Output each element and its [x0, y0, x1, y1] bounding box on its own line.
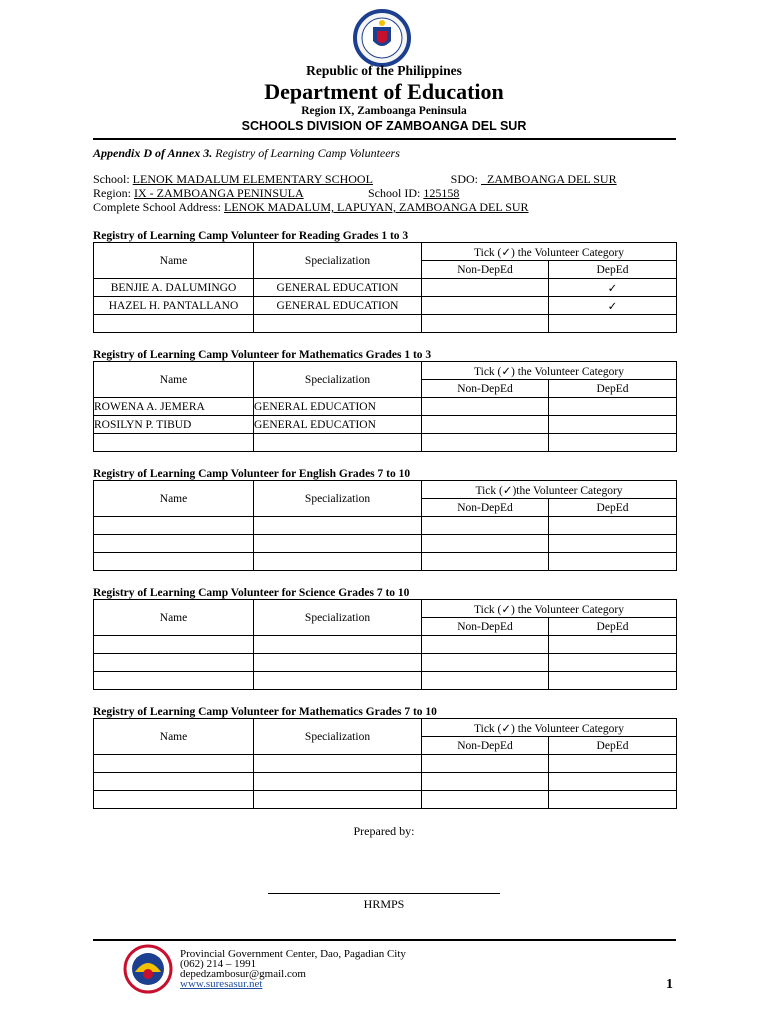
footer-address: Provincial Government Center, Dao, Pagadian City: [180, 948, 406, 960]
column-header-non-deped: Non-DepEd: [422, 380, 549, 398]
footer-email: depedzambosur@gmail.com: [180, 968, 306, 980]
table-row: [94, 535, 677, 553]
column-header-deped: DepEd: [549, 499, 677, 517]
signature-line: [268, 893, 500, 894]
table-row: [94, 654, 677, 672]
column-header-deped: DepEd: [549, 737, 677, 755]
section-title: Registry of Learning Camp Volunteer for Mathematics Grades 1 to 3: [93, 349, 432, 361]
signatory-role: HRMPS: [363, 897, 405, 911]
registry-table: [93, 242, 677, 333]
deped-tick-cell[interactable]: [549, 755, 677, 773]
deped-tick-cell[interactable]: [549, 791, 677, 809]
header-divider: [93, 138, 676, 140]
division-seal-icon: [121, 944, 175, 994]
prepared-by-label: Prepared by:: [353, 824, 415, 838]
specialization-cell: [254, 553, 422, 571]
section-title: Registry of Learning Camp Volunteer for English Grades 7 to 10: [93, 468, 411, 480]
column-header-specialization: Specialization: [254, 481, 422, 517]
deped-tick-cell[interactable]: [549, 398, 677, 416]
table-row: [94, 672, 677, 690]
column-header-deped: DepEd: [549, 618, 677, 636]
table-row: [94, 755, 677, 773]
column-header-tick: Tick (✓) the Volunteer Category: [422, 362, 677, 380]
table-row: [94, 773, 677, 791]
region-field: IX - ZAMBOANGA PENINSULA: [134, 186, 304, 200]
deped-tick-cell[interactable]: [549, 672, 677, 690]
appendix-title: [93, 146, 400, 161]
column-header-non-deped: Non-DepEd: [422, 499, 549, 517]
footer-phone: (062) 214 – 1991: [180, 958, 257, 970]
footer-divider: [93, 939, 676, 941]
table-row: [94, 315, 677, 333]
specialization-cell: [254, 535, 422, 553]
column-header-non-deped: Non-DepEd: [422, 737, 549, 755]
address-field: LENOK MADALUM, LAPUYAN, ZAMBOANGA DEL SUR: [224, 200, 529, 214]
non-deped-tick-cell[interactable]: [422, 279, 549, 297]
sdo-field: ZAMBOANGA DEL SUR: [487, 172, 617, 186]
specialization-cell: GENERAL EDUCATION: [254, 416, 422, 434]
non-deped-tick-cell[interactable]: [422, 535, 549, 553]
name-cell: BENJIE A. DALUMINGO: [94, 279, 254, 297]
name-cell: [94, 553, 254, 571]
table-row: [94, 636, 677, 654]
column-header-specialization: Specialization: [254, 243, 422, 279]
table-row: [94, 398, 677, 416]
region-heading: Region IX, Zamboanga Peninsula: [301, 105, 467, 117]
table-row: [94, 553, 677, 571]
non-deped-tick-cell[interactable]: [422, 672, 549, 690]
specialization-cell: [254, 654, 422, 672]
table-row: [94, 297, 677, 315]
column-header-specialization: Specialization: [254, 362, 422, 398]
specialization-cell: [254, 636, 422, 654]
name-cell: [94, 636, 254, 654]
column-header-name: Name: [94, 600, 254, 636]
specialization-cell: [254, 672, 422, 690]
registry-table: [93, 718, 677, 809]
deped-tick-cell[interactable]: ✓: [549, 297, 677, 315]
deped-tick-cell[interactable]: [549, 517, 677, 535]
column-header-non-deped: Non-DepEd: [422, 618, 549, 636]
specialization-cell: [254, 315, 422, 333]
non-deped-tick-cell[interactable]: [422, 315, 549, 333]
specialization-cell: GENERAL EDUCATION: [254, 279, 422, 297]
non-deped-tick-cell[interactable]: [422, 517, 549, 535]
name-cell: ROSILYN P. TIBUD: [94, 416, 254, 434]
column-header-name: Name: [94, 362, 254, 398]
school-name-field: LENOK MADALUM ELEMENTARY SCHOOL: [132, 172, 373, 186]
column-header-name: Name: [94, 243, 254, 279]
department-heading: Department of Education: [264, 79, 504, 104]
school-id-field: 125158: [423, 186, 460, 200]
deped-tick-cell[interactable]: [549, 553, 677, 571]
non-deped-tick-cell[interactable]: [422, 755, 549, 773]
non-deped-tick-cell[interactable]: [422, 773, 549, 791]
name-cell: ROWENA A. JEMERA: [94, 398, 254, 416]
name-cell: [94, 434, 254, 452]
section-title: Registry of Learning Camp Volunteer for Mathematics Grades 7 to 10: [93, 706, 437, 718]
column-header-deped: DepEd: [549, 261, 677, 279]
registry-table: [93, 599, 677, 690]
deped-tick-cell[interactable]: [549, 535, 677, 553]
address-line: Complete School Address: LENOK MADALUM, LAPUYAN, ZAMBOANGA DEL SUR: [93, 200, 529, 214]
deped-tick-cell[interactable]: [549, 654, 677, 672]
name-cell: HAZEL H. PANTALLANO: [94, 297, 254, 315]
school-line: School: LENOK MADALUM ELEMENTARY SCHOOL SDO: ZAMBOANGA DEL SUR: [93, 172, 617, 186]
non-deped-tick-cell[interactable]: [422, 636, 549, 654]
section-title: Registry of Learning Camp Volunteer for Science Grades 7 to 10: [93, 587, 410, 599]
name-cell: [94, 791, 254, 809]
column-header-tick: Tick (✓) the Volunteer Category: [422, 719, 677, 737]
specialization-cell: [254, 755, 422, 773]
non-deped-tick-cell[interactable]: [422, 434, 549, 452]
registry-table: [93, 361, 677, 452]
appendix-name: Registry of Learning Camp Volunteers: [215, 146, 400, 160]
non-deped-tick-cell[interactable]: [422, 654, 549, 672]
deped-tick-cell[interactable]: [549, 416, 677, 434]
deped-tick-cell[interactable]: ✓: [549, 279, 677, 297]
deped-seal-icon: [349, 9, 415, 67]
name-cell: [94, 773, 254, 791]
deped-tick-cell[interactable]: [549, 315, 677, 333]
deped-tick-cell[interactable]: [549, 636, 677, 654]
column-header-deped: DepEd: [549, 380, 677, 398]
column-header-name: Name: [94, 481, 254, 517]
column-header-tick: Tick (✓)the Volunteer Category: [422, 481, 677, 499]
specialization-cell: [254, 791, 422, 809]
non-deped-tick-cell[interactable]: [422, 791, 549, 809]
non-deped-tick-cell[interactable]: [422, 416, 549, 434]
column-header-name: Name: [94, 719, 254, 755]
non-deped-tick-cell[interactable]: [422, 398, 549, 416]
republic-heading: Republic of the Philippines: [306, 63, 462, 78]
specialization-cell: [254, 517, 422, 535]
deped-tick-cell[interactable]: [549, 434, 677, 452]
table-row: [94, 279, 677, 297]
name-cell: [94, 672, 254, 690]
specialization-cell: [254, 434, 422, 452]
name-cell: [94, 315, 254, 333]
table-row: [94, 517, 677, 535]
column-header-specialization: Specialization: [254, 600, 422, 636]
division-heading: SCHOOLS DIVISION OF ZAMBOANGA DEL SUR: [241, 119, 527, 133]
name-cell: [94, 517, 254, 535]
column-header-tick: Tick (✓) the Volunteer Category: [422, 600, 677, 618]
column-header-non-deped: Non-DepEd: [422, 261, 549, 279]
column-header-specialization: Specialization: [254, 719, 422, 755]
page-number: 1: [666, 977, 673, 992]
region-line: Region: IX - ZAMBOANGA PENINSULA School ID: 125158: [93, 186, 460, 200]
section-title: Registry of Learning Camp Volunteer for Reading Grades 1 to 3: [93, 230, 409, 242]
table-row: [94, 791, 677, 809]
non-deped-tick-cell[interactable]: [422, 553, 549, 571]
non-deped-tick-cell[interactable]: [422, 297, 549, 315]
name-cell: [94, 755, 254, 773]
appendix-prefix: Appendix D of Annex 3.: [93, 146, 213, 160]
column-header-tick: Tick (✓) the Volunteer Category: [422, 243, 677, 261]
registry-table: [93, 480, 677, 571]
table-row: [94, 416, 677, 434]
table-row: [94, 434, 677, 452]
name-cell: [94, 654, 254, 672]
deped-tick-cell[interactable]: [549, 773, 677, 791]
specialization-cell: GENERAL EDUCATION: [254, 398, 422, 416]
name-cell: [94, 535, 254, 553]
footer-website-link[interactable]: www.suresasur.net: [180, 978, 263, 990]
specialization-cell: GENERAL EDUCATION: [254, 297, 422, 315]
specialization-cell: [254, 773, 422, 791]
